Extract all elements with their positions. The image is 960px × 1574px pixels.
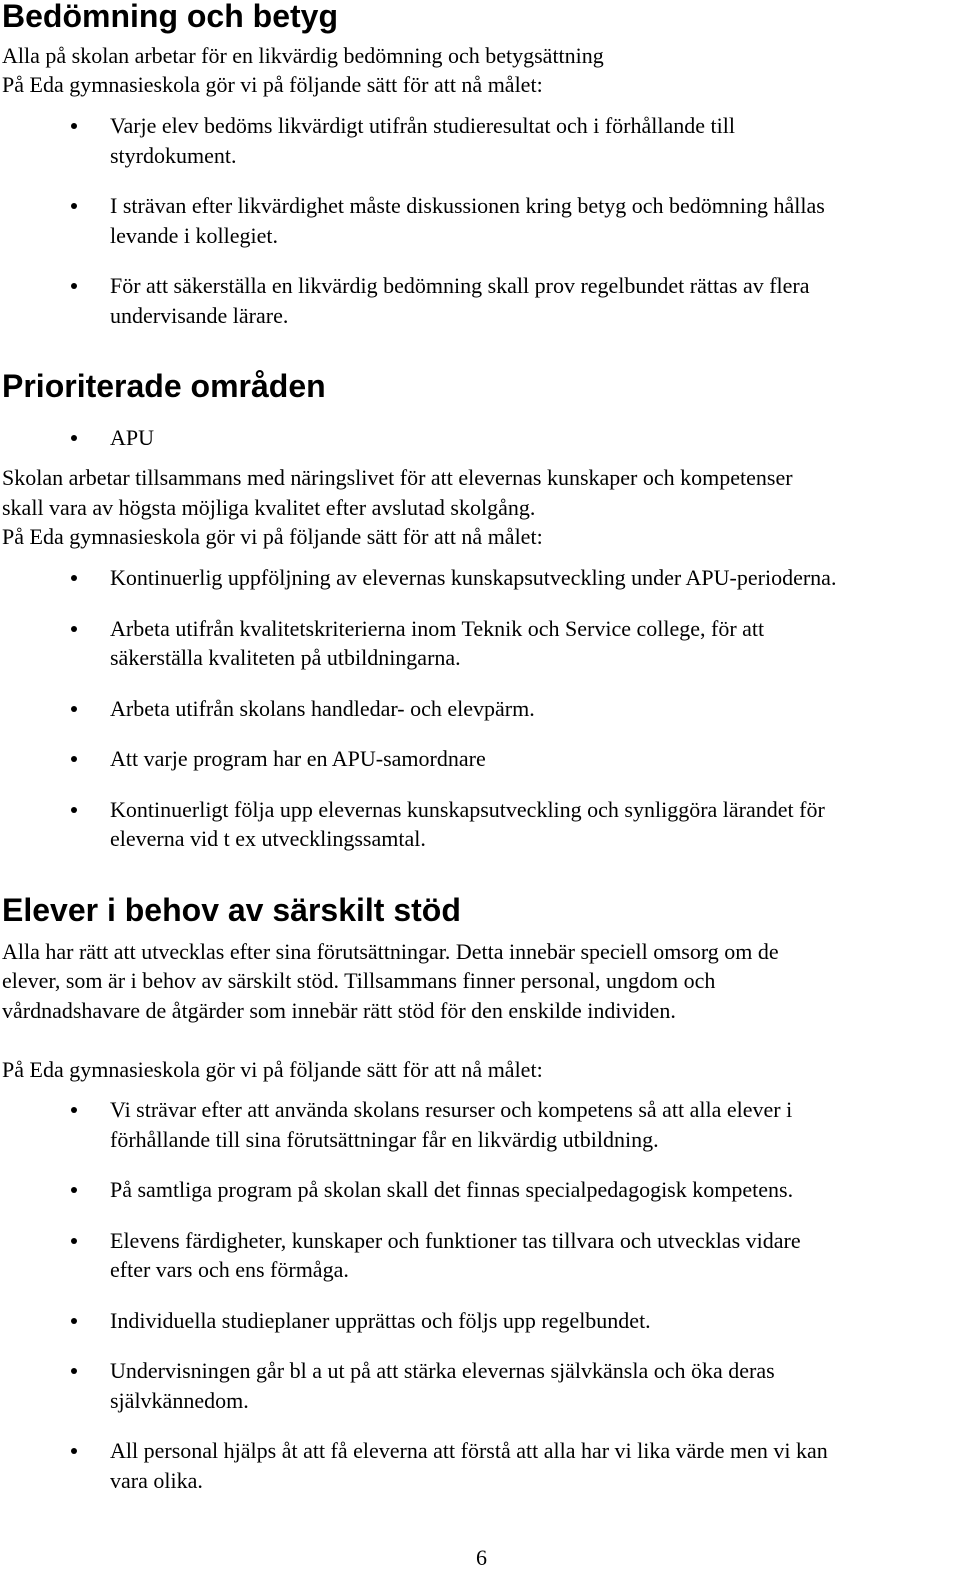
list-item (0, 1226, 960, 1285)
list-item-line: I strävan efter likvärdighet måste diskussionen kring betyg och bedömning hållas (110, 193, 825, 218)
bullet-icon (71, 1238, 77, 1244)
list-item-line: självkännedom. (110, 1387, 249, 1413)
bullet-list-bedomning (0, 111, 960, 330)
list-item-line: Arbeta utifrån skolans handledar- och elevpärm. (110, 695, 535, 721)
bullet-icon (71, 1448, 77, 1454)
body-line: vårdnadshavare de åtgärder som innebär rätt stöd för den enskilde individen. (2, 998, 676, 1023)
list-item-line: All personal hjälps åt att få eleverna att förstå att alla har vi lika värde men vi kan (110, 1438, 828, 1463)
list-item-line: Vi strävar efter att använda skolans resurser och kompetens så att alla elever i (110, 1097, 793, 1122)
list-item-line: Kontinuerlig uppföljning av elevernas kunskapsutveckling under APU-perioderna. (110, 565, 837, 590)
list-item (0, 1436, 960, 1495)
page-number: 6 (476, 1545, 487, 1570)
list-item-line: Elevens färdigheter, kunskaper och funktioner tas tillvara och utvecklas vidare (110, 1227, 801, 1253)
bullet-icon (71, 807, 77, 813)
bullet-icon (71, 1187, 77, 1193)
list-item-line: Undervisningen går bl a ut på att stärka elevernas självkänsla och öka deras (110, 1358, 775, 1383)
body-line: På Eda gymnasieskola gör vi på följande sätt för att nå målet: (2, 524, 543, 549)
list-item (0, 1306, 960, 1336)
bullet-icon (71, 706, 77, 712)
intro-line: Alla på skolan arbetar för en likvärdig bedömning och betygsättning (2, 43, 604, 68)
list-item (0, 423, 960, 453)
section-heading-bedomning: Bedömning och betyg (2, 0, 338, 34)
list-item-line: Att varje program har en APU-samordnare (110, 746, 486, 771)
list-item-line: På samtliga program på skolan skall det finnas specialpedagogisk kompetens. (110, 1177, 794, 1202)
list-item-line: vara olika. (110, 1467, 203, 1493)
list-item-line: För att säkerställa en likvärdig bedömning skall prov regelbundet rättas av flera (110, 273, 810, 298)
bullet-icon (71, 1107, 77, 1113)
list-item-line: eleverna vid t ex utvecklingssamtal. (110, 826, 426, 851)
list-item (0, 191, 960, 250)
body-line: På Eda gymnasieskola gör vi på följande sätt för att nå målet: (2, 1057, 543, 1082)
list-item (0, 271, 960, 330)
bullet-icon (71, 435, 77, 441)
section-heading-sarskilt-stod: Elever i behov av särskilt stöd (2, 892, 461, 928)
list-item-line: Individuella studieplaner upprättas och följs upp regelbundet. (110, 1307, 651, 1333)
list-item (0, 563, 960, 593)
body-line: skall vara av högsta möjliga kvalitet efter avslutad skolgång. (2, 495, 536, 520)
intro-line: På Eda gymnasieskola gör vi på följande sätt för att nå målet: (2, 72, 543, 97)
section-heading-prioriterade: Prioriterade områden (2, 368, 326, 404)
list-item (0, 1175, 960, 1205)
list-item (0, 744, 960, 774)
bullet-icon (71, 626, 77, 632)
bullet-icon (71, 575, 77, 581)
list-item-line: förhållande till sina förutsättningar får en likvärdig utbildning. (110, 1126, 659, 1152)
list-item (0, 1095, 960, 1154)
list-item-line: efter vars och ens förmåga. (110, 1257, 349, 1282)
list-item-line: APU (110, 425, 155, 450)
bullet-list-topic (0, 423, 960, 453)
bullet-icon (71, 756, 77, 762)
bullet-icon (71, 1368, 77, 1374)
list-item (0, 111, 960, 170)
body-line: Skolan arbetar tillsammans med näringslivet för att elevernas kunskaper och kompetenser (2, 465, 793, 490)
list-item-line: Varje elev bedöms likvärdigt utifrån studieresultat och i förhållande till (110, 113, 735, 138)
list-item (0, 614, 960, 673)
list-item (0, 694, 960, 724)
bullet-icon (71, 123, 77, 129)
bullet-list-stod (0, 1095, 960, 1495)
list-item-line: Kontinuerligt följa upp elevernas kunskapsutveckling och synliggöra lärandet för (110, 796, 825, 822)
list-item-line: säkerställa kvaliteten på utbildningarna. (110, 645, 461, 670)
list-item (0, 1356, 960, 1415)
list-item-line: levande i kollegiet. (110, 222, 278, 248)
body-line: Alla har rätt att utvecklas efter sina förutsättningar. Detta innebär speciell omsorg om de (2, 939, 779, 964)
bullet-icon (71, 1318, 77, 1324)
list-item (0, 795, 960, 854)
list-item-line: undervisande lärare. (110, 302, 289, 328)
list-item-line: styrdokument. (110, 142, 237, 168)
list-item-line: Arbeta utifrån kvalitetskriterierna inom Teknik och Service college, för att (110, 615, 765, 641)
bullet-icon (71, 203, 77, 209)
body-line: elever, som är i behov av särskilt stöd. Tillsammans finner personal, ungdom och (2, 968, 716, 993)
bullet-list-apu (0, 563, 960, 854)
bullet-icon (71, 283, 77, 289)
